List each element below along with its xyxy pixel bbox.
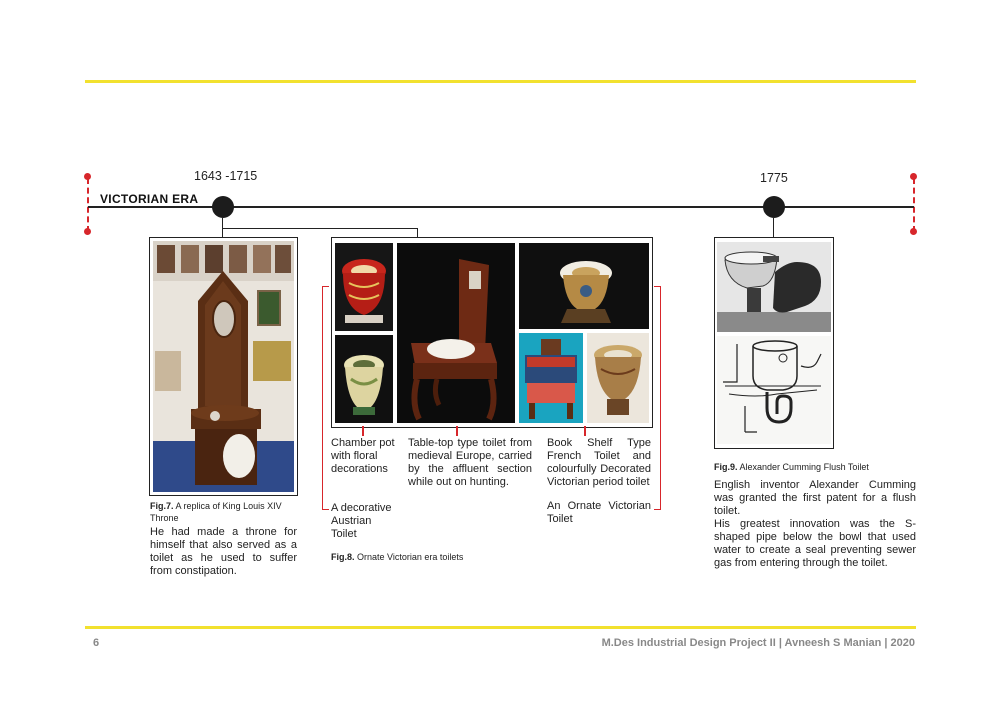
fig8-caption — [331, 552, 463, 562]
fig7-image-frame — [149, 237, 298, 496]
timeline-node-1775 — [763, 196, 785, 218]
timeline-left-dot-top — [84, 173, 91, 180]
page-number: 6 — [93, 637, 100, 649]
connector — [222, 228, 418, 229]
timeline-right-dot-top — [910, 173, 917, 180]
note-tick — [584, 426, 586, 436]
fig9-body-1: English inventor Alexander Cumming was granted the first patent for a flush toilet. — [714, 479, 916, 517]
timeline-right-dot-bottom — [910, 228, 917, 235]
right-bracket — [654, 286, 661, 510]
fig9-body-2: His greatest innovation was the S-shaped pipe below the bowl that used water to create a seal preventing sewer gas from entering through the toilet. — [714, 518, 916, 569]
chamber-pot-photo — [335, 243, 393, 331]
fig8-label: Fig.8. — [331, 552, 355, 562]
fig9-image-frame — [714, 237, 834, 449]
bookshelf-toilet-photo — [519, 333, 583, 423]
fig9-caption-text: Alexander Cumming Flush Toilet — [739, 462, 869, 472]
connector — [773, 218, 774, 238]
fig7-body: He had made a throne for himself that also served as a toilet as he used to suffer from constipation. — [150, 526, 297, 577]
bottom-rule — [85, 626, 916, 629]
fig7-caption — [150, 500, 300, 524]
note-chamber-pot: Chamber pot with floral decorations — [331, 437, 395, 475]
era-label: VICTORIAN ERA — [100, 192, 199, 206]
footer-credit: M.Des Industrial Design Project II | Avneesh S Manian | 2020 — [601, 637, 915, 649]
ornate-victorian-photo — [519, 243, 649, 329]
fig8-caption-text: Ornate Victorian era toilets — [357, 552, 464, 562]
timeline-left-dot-bottom — [84, 228, 91, 235]
flush-toilet-photo — [717, 242, 831, 332]
austrian-toilet-photo — [335, 335, 393, 423]
decorated-victorian-photo — [587, 333, 649, 423]
flush-toilet-diagram — [717, 336, 831, 444]
note-tick — [456, 426, 458, 436]
note-bookshelf: Book Shelf Type French Toilet and colourfully Decorated Victorian period toilet — [547, 437, 651, 488]
fig9-label: Fig.9. — [714, 462, 738, 472]
note-ornate: An Ornate Victorian Toilet — [547, 500, 651, 525]
left-bracket — [322, 286, 329, 510]
fig9-caption — [714, 462, 869, 472]
timeline-left-marker — [87, 178, 89, 232]
timeline-node-1643 — [212, 196, 234, 218]
fig7-caption-text: A replica of King Louis XIV Throne — [150, 501, 282, 523]
year-label-1775: 1775 — [760, 171, 788, 185]
note-tick — [362, 426, 364, 436]
year-label-1643: 1643 -1715 — [194, 169, 258, 183]
note-tabletop: Table-top type toilet from medieval Europe, carried by the affluent section while out on hunting. — [408, 437, 532, 488]
note-austrian: A decorative Austrian Toilet — [331, 502, 392, 540]
throne-photo — [153, 241, 294, 492]
fig8-image-frame — [331, 237, 653, 428]
fig7-label: Fig.7. — [150, 501, 174, 511]
tabletop-toilet-photo — [397, 243, 515, 423]
top-rule — [85, 80, 916, 83]
timeline-right-marker — [913, 178, 915, 232]
